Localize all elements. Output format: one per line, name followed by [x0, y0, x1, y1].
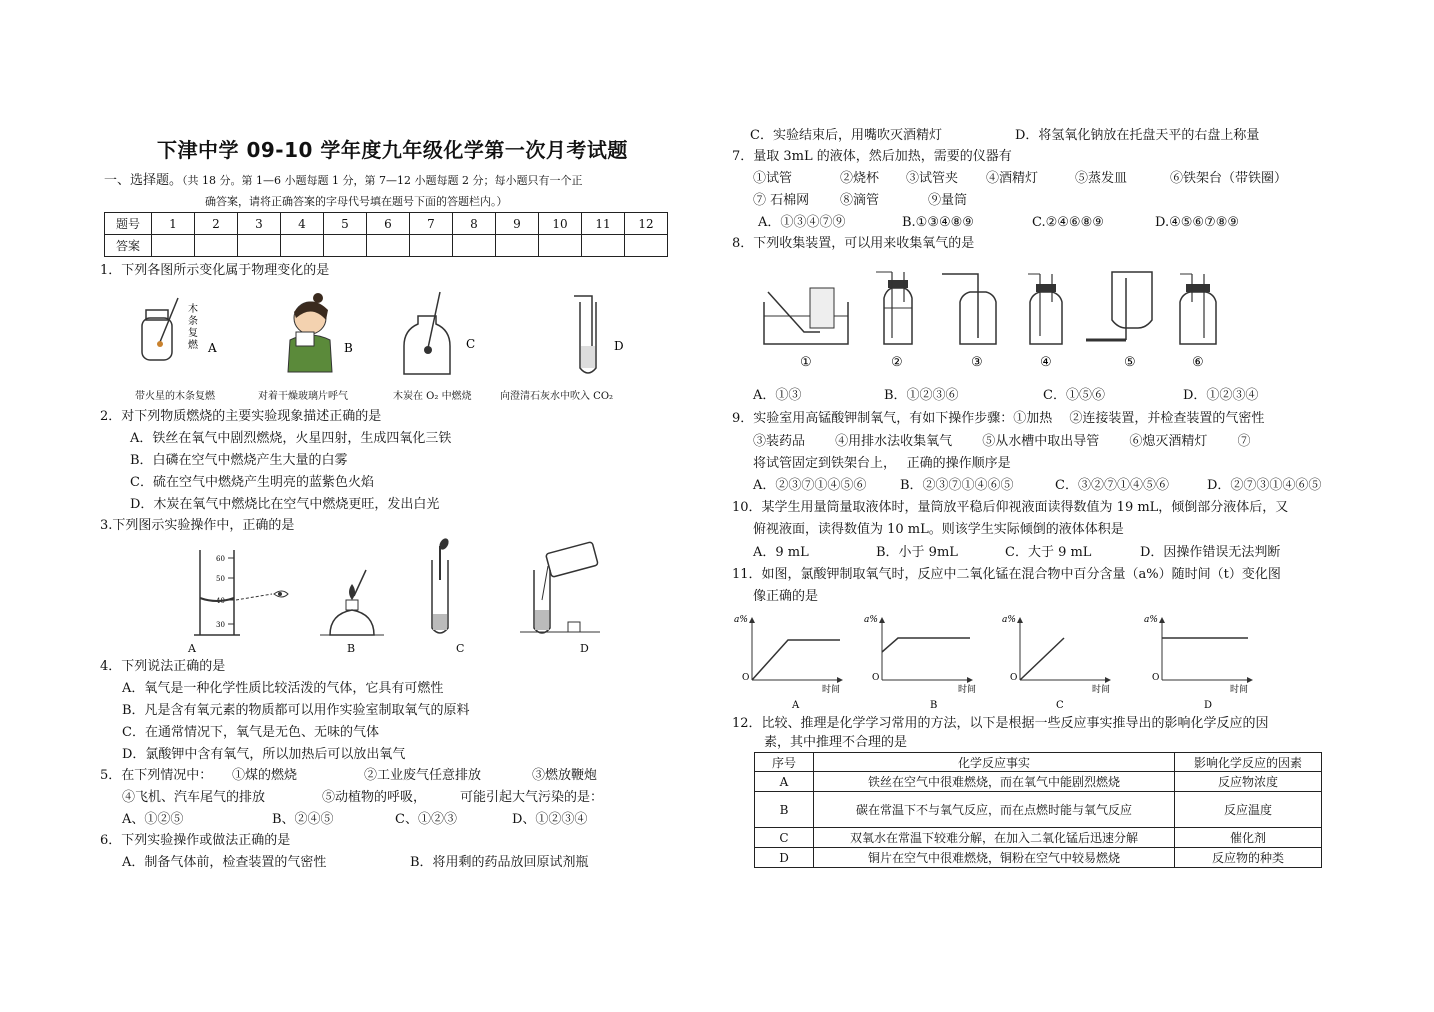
q12-row-number: B [755, 792, 814, 828]
q8-label-5: ⑤ [1124, 355, 1136, 370]
answer-number: 10 [539, 213, 582, 235]
q8-apparatus-2 [876, 272, 912, 370]
q2-option-a: A．铁丝在氧气中剧烈燃烧，火星四射，生成四氧化三铁 [130, 431, 452, 446]
q8-apparatus-4 [1028, 274, 1062, 370]
q5-item-2: ②工业废气任意排放 [364, 768, 482, 783]
q11-line-2: 像正确的是 [753, 589, 819, 604]
q3-tick: 30 [216, 621, 225, 629]
q7-item: ⑥铁架台（带铁圈） [1170, 171, 1288, 186]
q12-row-fact: 铜片在空气中很难燃烧，铜粉在空气中较易燃烧 [814, 848, 1175, 868]
q12-row-number: D [755, 848, 814, 868]
answer-cell[interactable] [367, 235, 410, 257]
q3-figure-a [194, 550, 288, 635]
page-title: 下津中学 09-10 学年度九年级化学第一次月考试题 [157, 138, 628, 162]
q10-option-d: D．因操作错误无法判断 [1140, 545, 1281, 560]
q9-option-b: B．②③⑦①④⑥⑤ [900, 478, 1014, 493]
q8-apparatus-1 [764, 288, 848, 370]
answer-table-row-numbers [105, 213, 668, 235]
q1-caption-d: 向澄清石灰水中吹入 CO₂ [500, 391, 614, 402]
q8-label-4: ④ [1040, 355, 1052, 370]
q8-label-1: ① [800, 355, 812, 370]
q5-option-c: C、①②③ [395, 812, 457, 827]
answer-number: 8 [453, 213, 496, 235]
q5-item-1: ①煤的燃烧 [232, 768, 298, 783]
q7-item: ②烧杯 [840, 171, 880, 186]
q12-header-number: 序号 [755, 753, 814, 772]
q8-option-a: A．①③ [753, 388, 802, 403]
q11-graph-d [1144, 615, 1252, 711]
q5-item-3: ③燃放鞭炮 [532, 768, 598, 783]
q11-graph-b [864, 615, 976, 711]
q1-label-d: D [614, 339, 624, 353]
answer-cell[interactable] [281, 235, 324, 257]
q1-caption-a: 带火星的木条复燃 [135, 391, 215, 402]
answer-number: 4 [281, 213, 324, 235]
q1-figure-d [574, 296, 624, 373]
q10-option-a: A．9 mL [753, 545, 809, 560]
q11-graph-a [734, 615, 842, 711]
q9-line-2: ③装药品 ④用排水法收集氧气 ⑤从水槽中取出导管 ⑥熄灭酒精灯 ⑦ [753, 434, 1251, 449]
q7-option-c: C.②④⑥⑧⑨ [1032, 215, 1104, 230]
q11-y-label: a% [1144, 615, 1158, 625]
q11-x-label: 时间 [958, 685, 977, 695]
q2-stem: 2．对下列物质燃烧的主要实验现象描述正确的是 [100, 409, 382, 424]
answer-cell[interactable] [496, 235, 539, 257]
answer-number: 11 [582, 213, 625, 235]
q11-x-label: 时间 [822, 685, 841, 695]
section-heading [104, 172, 582, 190]
q11-origin: O [1010, 673, 1018, 683]
q3-label-c: C [456, 642, 465, 655]
q9-line-1: 9．实验室用高锰酸钾制氧气，有如下操作步骤：①加热 ②连接装置，并检查装置的气密性 [732, 411, 1265, 426]
table-row [755, 792, 1322, 828]
q12-row-factor: 催化剂 [1175, 828, 1322, 848]
q3-figure-d [520, 542, 600, 633]
q3-label-d: D [580, 642, 589, 655]
answer-cell[interactable] [195, 235, 238, 257]
q8-label-6: ⑥ [1192, 355, 1204, 370]
q9-line-3: 将试管固定到铁架台上， 正确的操作顺序是 [753, 456, 1011, 471]
answer-table-row-answers [105, 235, 668, 257]
q7-item: ⑦ 石棉网 [753, 193, 810, 208]
q8-figures [760, 262, 1240, 372]
answer-number: 2 [195, 213, 238, 235]
q11-label-b: B [930, 700, 938, 711]
q3-figure-b [320, 570, 384, 635]
q5-stem: 5．在下列情况中： [100, 768, 213, 783]
q7-option-b: B.①③④⑧⑨ [902, 215, 974, 230]
q9-option-a: A．②③⑦①④⑤⑥ [753, 478, 867, 493]
q9-option-c: C．③②⑦①④⑤⑥ [1055, 478, 1169, 493]
q8-label-2: ② [891, 355, 903, 370]
q12-row-fact: 铁丝在空气中很难燃烧，而在氧气中能剧烈燃烧 [814, 772, 1175, 792]
q6-option-a: A．制备气体前，检查装置的气密性 [122, 855, 327, 870]
q11-y-label: a% [864, 615, 878, 625]
answer-cell[interactable] [625, 235, 668, 257]
q11-y-label: a% [1002, 615, 1016, 625]
q8-stem: 8．下列收集装置，可以用来收集氧气的是 [732, 236, 975, 251]
q7-option-a: A．①③④⑦⑨ [758, 215, 846, 230]
q1-side-text: 条 [188, 316, 198, 327]
q11-graphs [730, 612, 1260, 712]
table-row [755, 772, 1322, 792]
q1-figure-b [288, 293, 353, 372]
q3-figures [170, 540, 610, 655]
q1-figure-c [404, 292, 475, 374]
q10-option-c: C．大于 9 mL [1005, 545, 1092, 560]
q7-item: ③试管夹 [906, 171, 959, 186]
q1-side-text: 复 [188, 328, 198, 339]
q3-label-b: B [347, 642, 356, 655]
q4-stem: 4．下列说法正确的是 [100, 659, 226, 674]
q11-line-1: 11．如图，氯酸钾制取氧气时，反应中二氧化锰在混合物中百分含量（a%）随时间（t）变化图 [732, 567, 1281, 582]
q4-option-d: D．氯酸钾中含有氧气，所以加热后可以放出氧气 [122, 747, 406, 762]
q11-y-label: a% [734, 615, 748, 625]
q1-caption-b: 对着干燥玻璃片呼气 [258, 391, 348, 402]
q11-graph-c [1002, 615, 1110, 711]
q10-option-b: B．小于 9mL [876, 545, 958, 560]
section-heading-text: 一、选择题。 [104, 173, 183, 188]
q7-option-d: D.④⑤⑥⑦⑧⑨ [1155, 215, 1240, 230]
q4-option-b: B．凡是含有氧元素的物质都可以用作实验室制取氧气的原料 [122, 703, 470, 718]
q7-item: ①试管 [753, 171, 793, 186]
q11-x-label: 时间 [1230, 685, 1249, 695]
q11-origin: O [872, 673, 880, 683]
q3-tick: 50 [216, 575, 225, 583]
q7-stem: 7．量取 3mL 的液体，然后加热，需要的仪器有 [732, 149, 1012, 164]
q12-row-number: C [755, 828, 814, 848]
q1-figure-a [142, 298, 217, 360]
q7-item: ⑨量筒 [928, 193, 968, 208]
q1-side-text: 燃 [188, 340, 198, 351]
q5-item-4: ④飞机、汽车尾气的排放 [122, 790, 266, 805]
q3-tick: 40 [216, 597, 225, 605]
q10-line-1: 10．某学生用量筒量取液体时，量筒放平稳后仰视液面读得数值为 19 mL，倾倒部分液体后，又 [732, 500, 1289, 515]
q1-side-text: 木 [188, 304, 198, 315]
section-note-2: 确答案，请将正确答案的字母代号填在题号下面的答题栏内。） [205, 195, 508, 208]
q5-option-d: D、①②③④ [512, 812, 588, 827]
q6-stem: 6．下列实验操作或做法正确的是 [100, 833, 291, 848]
q5-option-a: A、①②⑤ [122, 812, 184, 827]
q3-tick: 60 [216, 555, 225, 563]
q3-label-a: A [188, 642, 196, 655]
q6-option-b: B．将用剩的药品放回原试剂瓶 [410, 855, 589, 870]
answer-cell[interactable] [453, 235, 496, 257]
answer-cell[interactable] [582, 235, 625, 257]
answer-table-header: 题号 [105, 213, 152, 235]
q11-label-c: C [1056, 700, 1064, 711]
q4-option-c: C．在通常情况下，氧气是无色、无味的气体 [122, 725, 379, 740]
q9-option-d: D．②⑦③①④⑥⑤ [1207, 478, 1322, 493]
q8-apparatus-3 [942, 274, 996, 370]
q2-option-c: C．硫在空气中燃烧产生明亮的蓝紫色火焰 [130, 475, 374, 490]
answer-number: 1 [152, 213, 195, 235]
q12-row-number: A [755, 772, 814, 792]
q12-row-factor: 反应物的种类 [1175, 848, 1322, 868]
q12-table-header-row [755, 753, 1322, 772]
q7-item: ⑤蒸发皿 [1075, 171, 1128, 186]
q7-item: ④酒精灯 [986, 171, 1039, 186]
q2-option-b: B．白磷在空气中燃烧产生大量的白雾 [130, 453, 348, 468]
q11-x-label: 时间 [1092, 685, 1111, 695]
q3-figure-c [432, 537, 450, 633]
q5-tail: 可能引起大气污染的是： [460, 790, 604, 805]
q5-option-b: B、②④⑤ [272, 812, 334, 827]
q11-origin: O [1152, 673, 1160, 683]
section-note-1: （共 18 分。第 1—6 小题每题 1 分，第 7—12 小题每题 2 分；每小题只有一个正 [182, 174, 583, 187]
q3-stem: 3.下列图示实验操作中，正确的是 [100, 518, 295, 533]
q12-row-fact: 碳在常温下不与氧气反应，而在点燃时能与氧气反应 [814, 792, 1175, 828]
answer-number: 9 [496, 213, 539, 235]
q2-option-d: D．木炭在氧气中燃烧比在空气中燃烧更旺，发出白光 [130, 497, 440, 512]
q6-option-c: C．实验结束后，用嘴吹灭酒精灯 [750, 128, 942, 143]
q1-label-c: C [466, 337, 476, 351]
q1-stem: 1．下列各图所示变化属于物理变化的是 [100, 263, 330, 278]
q12-line-1: 12．比较、推理是化学学习常用的方法，以下是根据一些反应事实推导出的影响化学反应的因 [732, 716, 1269, 731]
q12-header-fact: 化学反应事实 [814, 753, 1175, 772]
q8-apparatus-5 [1086, 272, 1152, 370]
q8-option-d: D．①②③④ [1183, 388, 1259, 403]
q12-row-fact: 双氧水在常温下较难分解，在加入二氧化锰后迅速分解 [814, 828, 1175, 848]
answer-cell[interactable] [539, 235, 582, 257]
q11-label-d: D [1204, 700, 1213, 711]
q8-option-c: C．①⑤⑥ [1043, 388, 1105, 403]
table-row [755, 828, 1322, 848]
q11-label-a: A [792, 700, 800, 711]
q12-line-2: 素，其中推理不合理的是 [764, 735, 908, 750]
answer-cell[interactable] [324, 235, 367, 257]
answer-cell[interactable] [410, 235, 453, 257]
answer-number: 3 [238, 213, 281, 235]
q1-label-a: A [208, 341, 217, 355]
answer-number: 6 [367, 213, 410, 235]
q5-item-5: ⑤动植物的呼吸， [322, 790, 427, 805]
q6-option-d: D．将氢氧化钠放在托盘天平的右盘上称量 [1015, 128, 1260, 143]
q8-label-3: ③ [971, 355, 983, 370]
q11-origin: O [742, 673, 750, 683]
q1-caption-c: 木炭在 O₂ 中燃烧 [393, 391, 472, 402]
answer-cell[interactable] [238, 235, 281, 257]
q4-option-a: A．氧气是一种化学性质比较活泼的气体，它具有可燃性 [122, 681, 444, 696]
q8-apparatus-6 [1180, 274, 1216, 370]
table-row [755, 848, 1322, 868]
q1-label-b: B [344, 341, 353, 355]
answer-table [104, 212, 668, 257]
q12-header-factor: 影响化学反应的因素 [1175, 753, 1322, 772]
q12-row-factor: 反应温度 [1175, 792, 1322, 828]
q12-row-factor: 反应物浓度 [1175, 772, 1322, 792]
answer-number: 12 [625, 213, 668, 235]
answer-number: 7 [410, 213, 453, 235]
answer-cell[interactable] [152, 235, 195, 257]
answer-table-header: 答案 [105, 235, 152, 257]
q7-item: ⑧滴管 [840, 193, 880, 208]
q12-table [754, 752, 1322, 868]
q8-option-b: B．①②③⑥ [884, 388, 959, 403]
answer-number: 5 [324, 213, 367, 235]
q10-line-2: 俯视液面，读得数值为 10 mL。则该学生实际倾倒的液体体积是 [753, 522, 1124, 537]
